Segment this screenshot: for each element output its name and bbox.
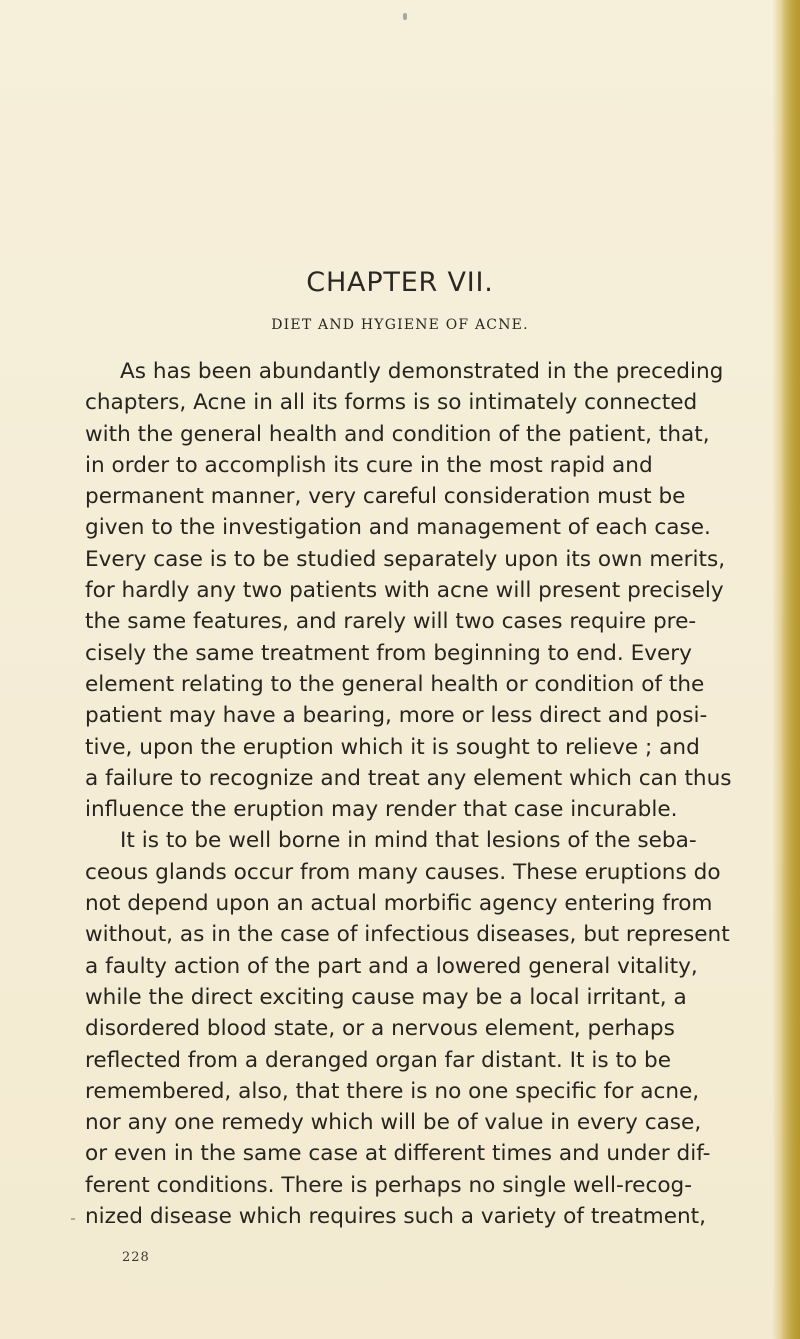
top-mark [403,13,407,20]
text-line: Every case is to be studied separately upon its own merits, [85,546,726,572]
text-line: while the direct exciting cause may be a local irritant, a [85,984,687,1010]
text-line: not depend upon an actual morbific agency entering from [85,891,713,917]
text-line: It is to be well borne in mind that lesions of the seba- [120,828,697,854]
text-line: in order to accomplish its cure in the most rapid and [85,452,653,478]
text-line: permanent manner, very careful consideration must be [85,484,686,510]
text-line: a faulty action of the part and a lowered general vitality, [85,953,698,979]
text-line: ceous glands occur from many causes. These eruptions do [85,859,721,885]
text-line: patient may have a bearing, more or less direct and posi- [85,703,708,729]
text-line: cisely the same treatment from beginning to end. Every [85,640,692,666]
text-line: nor any one remedy which will be of value in every case, [85,1110,702,1136]
text-line: chapters, Acne in all its forms is so intimately connected [85,390,698,416]
section-title: DIET AND HYGIENE OF ACNE. [271,317,529,333]
text-line: given to the investigation and management of each case. [85,515,711,541]
text-line: disordered blood state, or a nervous element, perhaps [85,1016,675,1042]
text-line: ferent conditions. There is perhaps no single well-recog- [85,1172,693,1198]
text-line: element relating to the general health or condition of the [85,671,705,697]
body-text [85,356,768,1232]
page-edge [782,0,800,1339]
page-number: 228 [122,1250,150,1265]
text-line: the same features, and rarely will two cases require pre- [85,609,697,635]
text-line: without, as in the case of infectious diseases, but represent [85,922,730,948]
text-line: with the general health and condition of the patient, that, [85,421,710,447]
text-line: or even in the same case at different times and under dif- [85,1141,711,1167]
text-line: As has been abundantly demonstrated in the preceding [120,359,724,384]
text-line: remembered, also, that there is no one specific for acne, [85,1078,700,1104]
text-line: a failure to recognize and treat any element which can thus [85,765,732,791]
text-line: for hardly any two patients with acne will present precisely [85,578,724,604]
text-line: influence the eruption may render that case incurable. [85,797,678,823]
text-line: reflected from a deranged organ far distant. It is to be [85,1047,671,1073]
text-line: nized disease which requires such a variety of treatment, [85,1204,707,1230]
margin-mark [71,1218,75,1220]
chapter-title: CHAPTER VII. [306,267,494,298]
text-line: tive, upon the eruption which it is sought to relieve ; and [85,734,700,760]
